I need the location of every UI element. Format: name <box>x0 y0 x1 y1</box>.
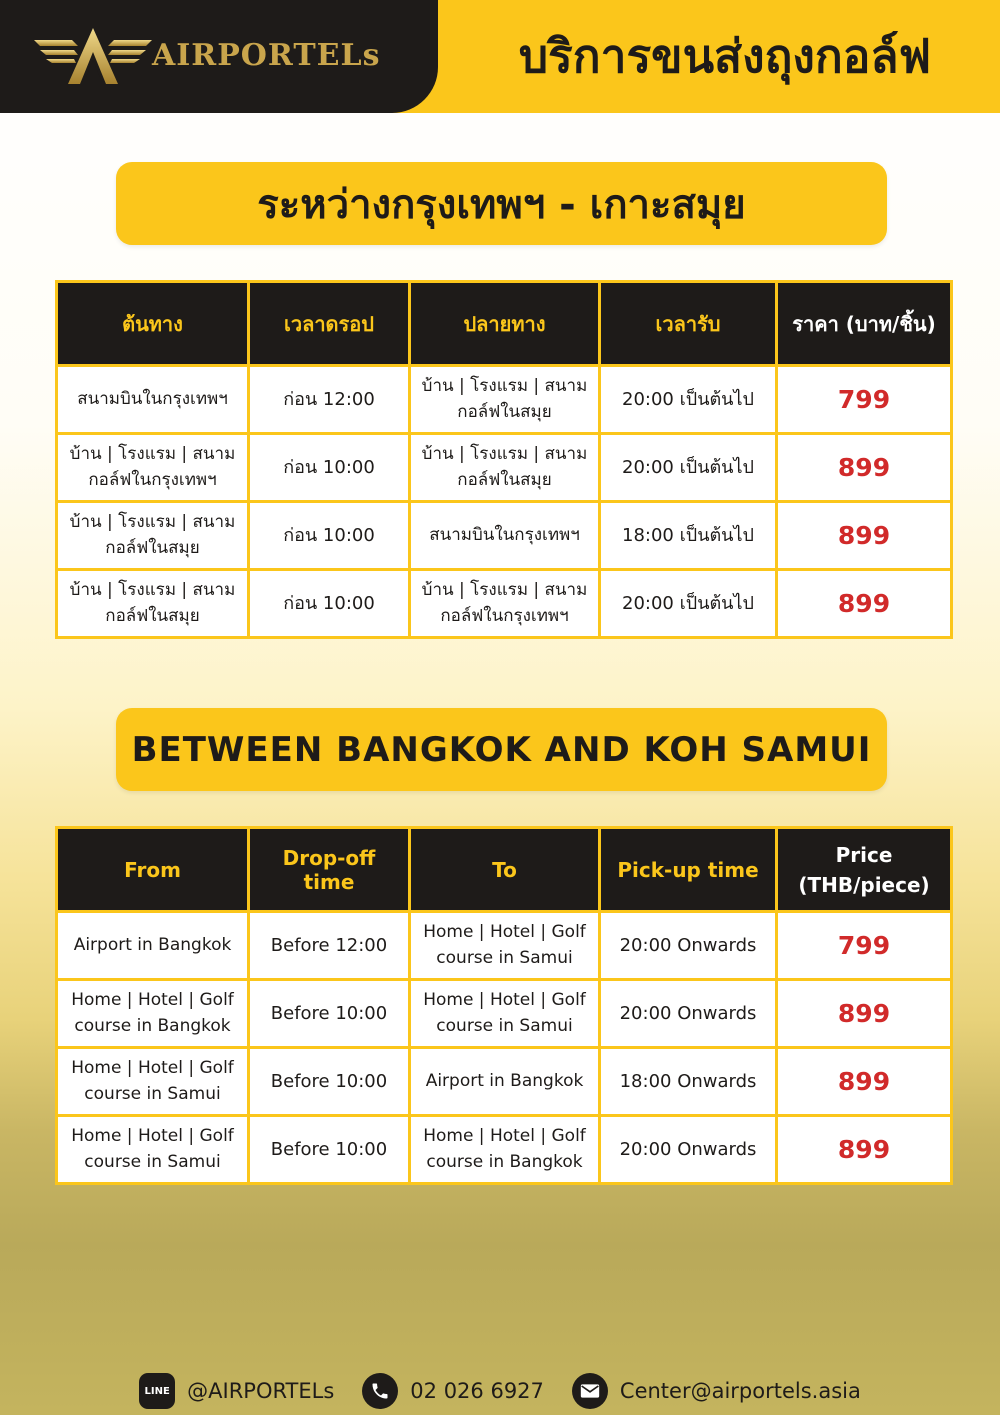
column-header-drop: Drop-off time <box>249 828 410 912</box>
english-section-banner: BETWEEN BANGKOK AND KOH SAMUI <box>116 708 887 791</box>
cell-from: บ้าน | โรงแรม | สนามกอล์ฟในสมุย <box>57 570 249 638</box>
thai-section-banner: ระหว่างกรุงเทพฯ - เกาะสมุย <box>116 162 887 245</box>
cell-from: Airport in Bangkok <box>57 912 249 980</box>
cell-drop: ก่อน 10:00 <box>249 570 410 638</box>
table-row <box>57 980 952 1048</box>
cell-from: Home | Hotel | Golf course in Samui <box>57 1116 249 1184</box>
cell-from: บ้าน | โรงแรม | สนามกอล์ฟในสมุย <box>57 502 249 570</box>
line-id[interactable]: @AIRPORTELs <box>187 1379 335 1403</box>
phone-icon <box>362 1373 398 1409</box>
phone-contact[interactable] <box>362 1373 544 1409</box>
page-title: บริการขนส่งถุงกอล์ฟ <box>518 29 932 83</box>
brand-wordmark: AIRPORTELs <box>152 38 381 73</box>
email-contact[interactable] <box>572 1373 861 1409</box>
cell-price: 899 <box>777 570 952 638</box>
envelope-icon <box>572 1373 608 1409</box>
table-row <box>57 912 952 980</box>
cell-pick: 18:00 Onwards <box>600 1048 777 1116</box>
logo-panel <box>0 0 438 113</box>
column-header-price: ราคา (บาท/ชิ้น) <box>777 282 952 366</box>
table-row <box>57 570 952 638</box>
cell-pick: 20:00 เป็นต้นไป <box>600 570 777 638</box>
table-header-row <box>57 828 952 912</box>
cell-drop: ก่อน 12:00 <box>249 366 410 434</box>
cell-to: สนามบินในกรุงเทพฯ <box>410 502 600 570</box>
table-row <box>57 434 952 502</box>
cell-to: Home | Hotel | Golf course in Samui <box>410 980 600 1048</box>
cell-to: Home | Hotel | Golf course in Bangkok <box>410 1116 600 1184</box>
cell-from: Home | Hotel | Golf course in Samui <box>57 1048 249 1116</box>
contact-footer <box>0 1368 1000 1414</box>
cell-pick: 20:00 เป็นต้นไป <box>600 434 777 502</box>
table-row <box>57 1116 952 1184</box>
cell-drop: ก่อน 10:00 <box>249 502 410 570</box>
cell-from: บ้าน | โรงแรม | สนามกอล์ฟในกรุงเทพฯ <box>57 434 249 502</box>
cell-price: 799 <box>777 912 952 980</box>
cell-to: บ้าน | โรงแรม | สนามกอล์ฟในสมุย <box>410 366 600 434</box>
cell-pick: 20:00 เป็นต้นไป <box>600 366 777 434</box>
cell-price: 899 <box>777 502 952 570</box>
cell-pick: 20:00 Onwards <box>600 912 777 980</box>
airportels-logo-icon <box>32 26 154 86</box>
cell-price: 899 <box>777 434 952 502</box>
table-row <box>57 366 952 434</box>
cell-drop: ก่อน 10:00 <box>249 434 410 502</box>
english-rates-table <box>55 826 953 1185</box>
column-header-pick: Pick-up time <box>600 828 777 912</box>
line-icon: LINE <box>139 1373 175 1409</box>
phone-number[interactable]: 02 026 6927 <box>410 1379 544 1403</box>
column-header-price: Price (THB/piece) <box>777 828 952 912</box>
column-header-pick: เวลารับ <box>600 282 777 366</box>
cell-drop: Before 10:00 <box>249 980 410 1048</box>
cell-price: 899 <box>777 980 952 1048</box>
thai-rates-table <box>55 280 953 639</box>
cell-from: Home | Hotel | Golf course in Bangkok <box>57 980 249 1048</box>
cell-to: บ้าน | โรงแรม | สนามกอล์ฟในกรุงเทพฯ <box>410 570 600 638</box>
header-bar <box>0 0 1000 113</box>
cell-to: Airport in Bangkok <box>410 1048 600 1116</box>
column-header-to: To <box>410 828 600 912</box>
cell-price: 899 <box>777 1048 952 1116</box>
cell-to: บ้าน | โรงแรม | สนามกอล์ฟในสมุย <box>410 434 600 502</box>
table-row <box>57 502 952 570</box>
column-header-drop: เวลาดรอป <box>249 282 410 366</box>
email-address[interactable]: Center@airportels.asia <box>619 1379 861 1403</box>
cell-drop: Before 10:00 <box>249 1048 410 1116</box>
cell-price: 799 <box>777 366 952 434</box>
table-row <box>57 1048 952 1116</box>
cell-pick: 18:00 เป็นต้นไป <box>600 502 777 570</box>
cell-from: สนามบินในกรุงเทพฯ <box>57 366 249 434</box>
column-header-to: ปลายทาง <box>410 282 600 366</box>
line-contact[interactable] <box>139 1373 334 1409</box>
table-header-row <box>57 282 952 366</box>
column-header-from: ต้นทาง <box>57 282 249 366</box>
cell-to: Home | Hotel | Golf course in Samui <box>410 912 600 980</box>
column-header-from: From <box>57 828 249 912</box>
cell-pick: 20:00 Onwards <box>600 1116 777 1184</box>
cell-pick: 20:00 Onwards <box>600 980 777 1048</box>
cell-price: 899 <box>777 1116 952 1184</box>
cell-drop: Before 10:00 <box>249 1116 410 1184</box>
cell-drop: Before 12:00 <box>249 912 410 980</box>
